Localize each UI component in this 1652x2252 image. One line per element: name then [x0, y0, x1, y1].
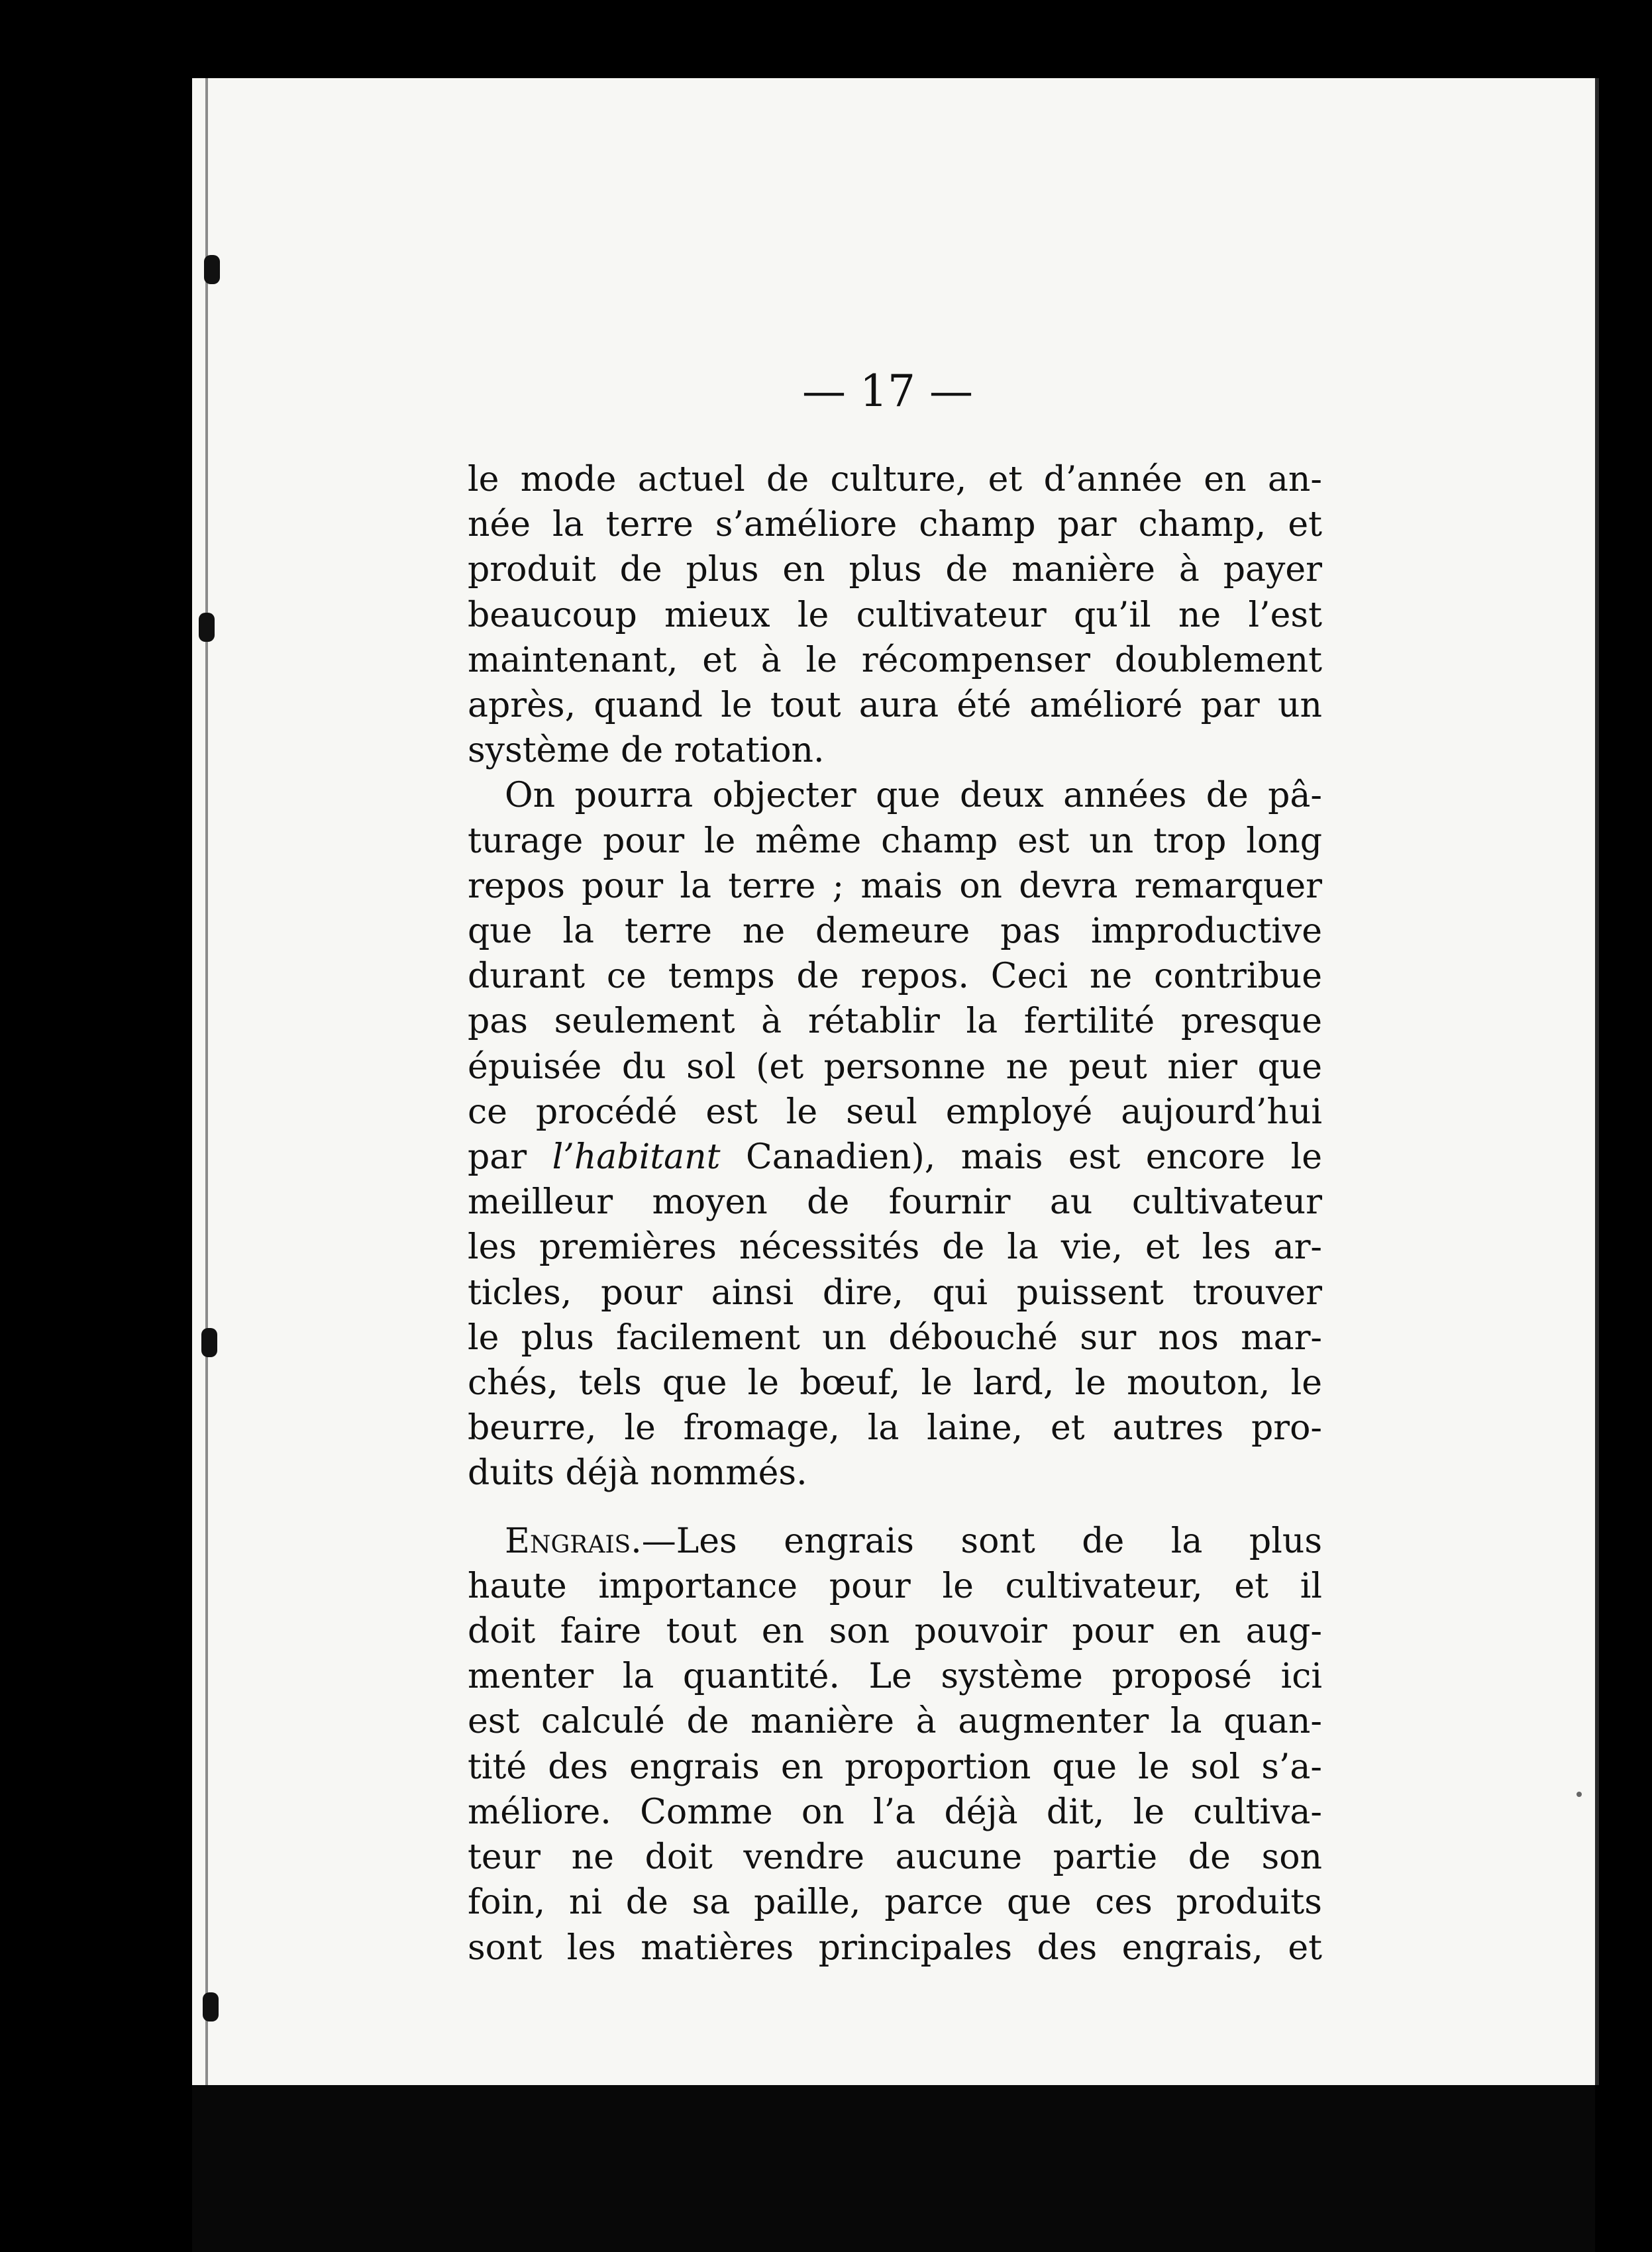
binding-hole-mark: [203, 1992, 219, 2022]
text-line: tité des engrais en proportion que le sol s’a-: [468, 1747, 1322, 1787]
scan-bottom-shadow: [192, 2085, 1595, 2252]
text-line: teur ne doit vendre aucune partie de son: [468, 1837, 1322, 1878]
text-line: ce procédé est le seul employé aujourd’hui: [468, 1092, 1322, 1132]
italic-term: l’habitant: [552, 1137, 721, 1178]
text-fragment: —Les engrais sont de la plus: [641, 1521, 1322, 1561]
text-line-with-italic: [468, 1135, 1322, 1180]
text-line: née la terre s’améliore champ par champ, et: [468, 505, 1322, 545]
text-line: ticles, pour ainsi dire, qui puissent trouver: [468, 1272, 1322, 1313]
text-line: meilleur moyen de fournir au cultivateur: [468, 1182, 1322, 1223]
text-line: chés, tels que le bœuf, le lard, le mouton, le: [468, 1363, 1322, 1404]
text-line: pas seulement à rétablir la fertilité presque: [468, 1001, 1322, 1042]
text-line: les premières nécessités de la vie, et les ar-: [468, 1227, 1322, 1268]
text-line: le mode actuel de culture, et d’année en an-: [468, 460, 1322, 499]
text-line: haute importance pour le cultivateur, et il: [468, 1566, 1322, 1606]
text-line: système de rotation.: [468, 731, 825, 771]
text-line: duits déjà nommés.: [468, 1453, 807, 1494]
text-line: turage pour le même champ est un trop long: [468, 821, 1322, 861]
text-line: On pourra objecter que deux années de pâ-: [505, 776, 1322, 816]
body-text: [468, 457, 1322, 1970]
text-line: beaucoup mieux le cultivateur qu’il ne l’est: [468, 595, 1322, 635]
text-line: méliore. Comme on l’a déjà dit, le cultiva-: [468, 1792, 1322, 1832]
text-line: maintenant, et à le récompenser doublement: [468, 640, 1322, 680]
page-gutter: [205, 78, 223, 2085]
text-line: épuisée du sol (et personne ne peut nier que: [468, 1047, 1322, 1087]
text-line: durant ce temps de repos. Ceci ne contribue: [468, 956, 1322, 997]
binding-hole-mark: [201, 1328, 217, 1357]
stray-dot: [1576, 1792, 1582, 1797]
text-line: beurre, le fromage, la laine, et autres pro-: [468, 1408, 1322, 1449]
paragraph-gap: [468, 1496, 1322, 1519]
section-heading: Engrais.: [505, 1521, 642, 1561]
binding-hole-mark: [199, 613, 215, 642]
text-line: repos pour la terre ; mais on devra remarquer: [468, 866, 1322, 906]
text-line: que la terre ne demeure pas improductive: [468, 911, 1322, 952]
text-line: est calculé de manière à augmenter la quan-: [468, 1702, 1322, 1742]
text-fragment: Canadien), mais est encore le: [720, 1137, 1322, 1178]
page-number: — 17 —: [802, 366, 973, 417]
text-fragment: par: [468, 1137, 552, 1178]
text-line: foin, ni de sa paille, parce que ces produits: [468, 1882, 1322, 1923]
text-line: produit de plus en plus de manière à payer: [468, 550, 1322, 590]
text-line: menter la quantité. Le système proposé ici: [468, 1657, 1322, 1697]
text-line: doit faire tout en son pouvoir pour en aug-: [468, 1612, 1322, 1652]
text-line: le plus facilement un débouché sur nos mar-: [468, 1317, 1322, 1358]
text-line: sont les matières principales des engrais, et: [468, 1927, 1322, 1968]
text-line: après, quand le tout aura été amélioré par un: [468, 686, 1322, 726]
binding-hole-mark: [204, 255, 220, 284]
text-line-with-heading: [468, 1519, 1322, 1564]
